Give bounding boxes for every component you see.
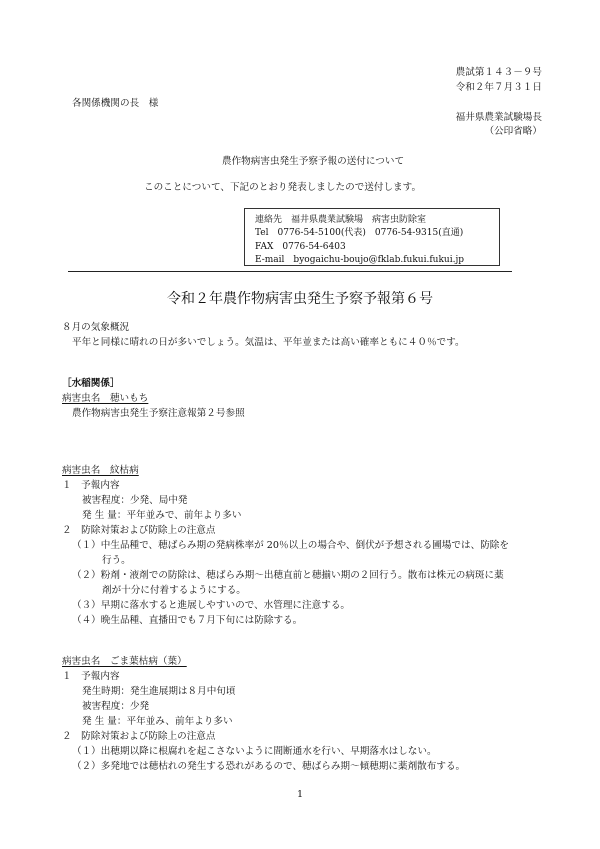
section-heading: ［水稲関係］ [62,378,120,389]
weather-heading: ８月の気象概況 [62,322,130,333]
contact-line-tel: Tel 0776-54-5100(代表) 0776-54-9315(直通) [255,228,464,238]
control-item-2: （２）多発地では穂枯れの発生する恐れがあるので、穂ばらみ期～傾穂期に薬剤散布する。 [72,761,466,772]
forecast-heading: １ 予報内容 [62,671,120,682]
control-item-3: （３）早期に落水すると進展しやすいので、水管理に注意する。 [72,600,351,611]
contact-line-email: E-mail byogaichu-boujo@fklab.fukui.fukui.jp [255,255,464,265]
control-item-1-cont: 行う。 [102,555,131,566]
control-heading: ２ 防除対策および防除上の注意点 [62,525,216,536]
weather-text: 平年と同様に晴れの日が多いでしょう。気温は、平年並または高い確率ともに４０％です。 [72,337,465,348]
seal-note: （公印省略） [484,126,542,137]
pest-name-sheath-blight: 病害虫名 紋枯病 [62,465,139,476]
damage-level: 被害程度：少発、局中発 [82,495,188,506]
control-heading: ２ 防除対策および防除上の注意点 [62,731,216,742]
subject-line: 農作物病害虫発生予察予報の送付について [222,156,405,167]
control-item-2: （２）粉剤・液剤での防除は、穂ばらみ期～出穂直前と穂揃い期の２回行う。散布は株元の病斑に薬 [72,570,504,581]
damage-level: 被害程度：少発 [82,701,150,712]
contact-line-fax: FAX 0776-54-6403 [255,242,346,252]
contact-line-office: 連絡先 福井県農業試験場 病害虫防除室 [255,215,427,225]
pest-note-blast: 農作物病害虫発生予察注意報第２号参照 [72,408,245,419]
sender: 福井県農業試験場長 [455,112,542,123]
report-title: 令和２年農作物病害虫発生予察予報第６号 [167,291,433,307]
control-item-1: （１）出穂期以降に根腐れを起こさないように間断通水を行い、早期落水はしない。 [72,746,437,757]
occurrence-amount: 発 生 量：平年並みで、前年より多い [82,510,242,521]
control-item-1: （１）中生品種で、穂ばらみ期の発病株率が 20％以上の場合や、倒伏が予想される圃場では、防除を [72,540,509,551]
recipient: 各関係機関の長 様 [72,98,159,109]
divider [68,271,512,272]
forecast-heading: １ 予報内容 [62,480,120,491]
control-item-4: （４）晩生品種、直播田でも７月下旬には防除する。 [72,615,303,626]
control-item-2-cont: 剤が十分に付着するようにする。 [102,585,246,596]
pest-name-brown-spot: 病害虫名 ごま葉枯病（葉） [62,656,187,667]
contact-box [244,208,500,266]
document-date: 令和２年７月３１日 [455,82,542,93]
document-number: 農試第１４３－９号 [455,67,542,78]
page-number: 1 [296,789,304,800]
occurrence-period: 発生時期：発生進展期は８月中旬頃 [82,686,236,697]
occurrence-amount: 発 生 量：平年並み、前年より多い [82,716,233,727]
pest-name-blast: 病害虫名 穂いもち [62,393,149,404]
intro-text: このことについて、下記のとおり発表しましたので送付します。 [144,182,422,193]
